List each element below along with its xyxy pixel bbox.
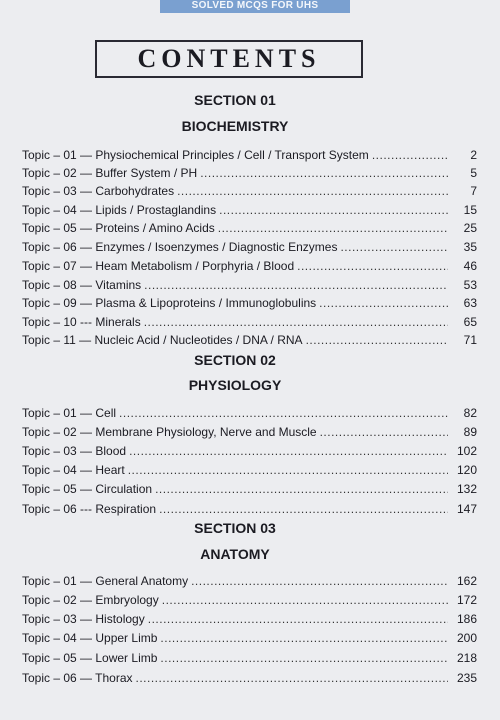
leader-dots — [319, 296, 448, 310]
page-number: 65 — [463, 315, 477, 329]
topic-label: Topic – 02 — Membrane Physiology, Nerve and Muscle — [22, 425, 317, 439]
title-box — [95, 40, 363, 78]
topic-label: Topic – 09 — Plasma & Lipoproteins / Immunoglobulins — [22, 296, 317, 310]
topic-label: Topic – 03 — Histology — [22, 612, 145, 626]
page-number: 25 — [463, 221, 477, 235]
leader-dots — [340, 240, 448, 254]
leader-dots — [218, 221, 448, 235]
toc-row — [22, 329, 477, 347]
toc-row — [22, 311, 477, 329]
toc-row — [22, 421, 477, 439]
toc-row — [22, 589, 477, 607]
topic-label: Topic – 01 — Physiochemical Principles / Cell / Transport System — [22, 148, 369, 162]
topic-label: Topic – 04 — Heart — [22, 463, 125, 477]
page-number: 235 — [456, 671, 477, 685]
page-number: 186 — [456, 612, 477, 626]
page-number: 172 — [456, 593, 477, 607]
page-title: CONTENTS — [137, 44, 321, 73]
page-number: 200 — [456, 631, 477, 645]
subject-heading: BIOCHEMISTRY — [181, 118, 289, 134]
topic-label: Topic – 11 — Nucleic Acid / Nucleotides / DNA / RNA — [22, 333, 303, 347]
leader-dots — [219, 203, 448, 217]
topic-label: Topic – 07 — Heam Metabolism / Porphyria / Blood — [22, 259, 295, 273]
toc-row — [22, 440, 477, 458]
topic-label: Topic – 03 — Carbohydrates — [22, 184, 175, 198]
leader-dots — [297, 259, 448, 273]
leader-dots — [191, 574, 448, 588]
section-heading: SECTION 02 — [194, 352, 276, 368]
subject-heading: PHYSIOLOGY — [188, 377, 282, 393]
topic-label: Topic – 08 — Vitamins — [22, 278, 142, 292]
page-number: 71 — [463, 333, 477, 347]
page-number: 5 — [470, 166, 477, 180]
page-number: 89 — [463, 425, 477, 439]
banner: SOLVED MCQS FOR UHS — [160, 0, 350, 13]
page-number: 15 — [463, 203, 477, 217]
page-number: 132 — [456, 482, 477, 496]
leader-dots — [159, 502, 448, 516]
leader-dots — [162, 593, 448, 607]
toc-row — [22, 180, 477, 198]
page-number: 53 — [463, 278, 477, 292]
leader-dots — [128, 463, 448, 477]
toc-row — [22, 255, 477, 273]
page-number: 162 — [456, 574, 477, 588]
topic-label: Topic – 06 --- Respiration — [22, 502, 157, 516]
toc-row — [22, 162, 477, 180]
topic-label: Topic – 01 — Cell — [22, 406, 117, 420]
leader-dots — [372, 148, 448, 162]
page-number: 120 — [456, 463, 477, 477]
section-heading: SECTION 03 — [194, 520, 276, 536]
page-number: 63 — [463, 296, 477, 310]
toc-row — [22, 647, 477, 665]
leader-dots — [200, 166, 448, 180]
topic-label: Topic – 03 — Blood — [22, 444, 127, 458]
toc-row — [22, 236, 477, 254]
page-number: 35 — [463, 240, 477, 254]
toc-row — [22, 217, 477, 235]
page-number: 218 — [456, 651, 477, 665]
leader-dots — [306, 333, 448, 347]
leader-dots — [136, 671, 448, 685]
section-heading: SECTION 01 — [194, 92, 276, 108]
page-number: 7 — [470, 184, 477, 198]
leader-dots — [160, 631, 448, 645]
toc-row — [22, 199, 477, 217]
topic-label: Topic – 02 — Buffer System / PH — [22, 166, 198, 180]
toc-row — [22, 608, 477, 626]
leader-dots — [320, 425, 448, 439]
leader-dots — [129, 444, 448, 458]
leader-dots — [177, 184, 448, 198]
topic-label: Topic – 06 — Enzymes / Isoenzymes / Diagnostic Enzymes — [22, 240, 338, 254]
topic-label: Topic – 01 — General Anatomy — [22, 574, 189, 588]
page-number: 82 — [463, 406, 477, 420]
toc-row — [22, 627, 477, 645]
toc-row — [22, 144, 477, 162]
topic-label: Topic – 05 — Proteins / Amino Acids — [22, 221, 215, 235]
toc-row — [22, 402, 477, 420]
page-number: 2 — [470, 148, 477, 162]
topic-label: Topic – 02 — Embryology — [22, 593, 159, 607]
leader-dots — [148, 612, 448, 626]
topic-label: Topic – 06 — Thorax — [22, 671, 133, 685]
topic-label: Topic – 04 — Lipids / Prostaglandins — [22, 203, 217, 217]
toc-row — [22, 292, 477, 310]
page-number: 102 — [456, 444, 477, 458]
toc-row — [22, 667, 477, 685]
topic-label: Topic – 10 --- Minerals — [22, 315, 141, 329]
page-number: 147 — [456, 502, 477, 516]
leader-dots — [155, 482, 448, 496]
leader-dots — [119, 406, 448, 420]
leader-dots — [144, 315, 448, 329]
toc-row — [22, 498, 477, 516]
topic-label: Topic – 05 — Lower Limb — [22, 651, 158, 665]
topic-label: Topic – 04 — Upper Limb — [22, 631, 158, 645]
toc-row — [22, 459, 477, 477]
toc-row — [22, 478, 477, 496]
leader-dots — [160, 651, 448, 665]
page-number: 46 — [463, 259, 477, 273]
subject-heading: ANATOMY — [200, 546, 270, 562]
toc-row — [22, 274, 477, 292]
leader-dots — [144, 278, 448, 292]
topic-label: Topic – 05 — Circulation — [22, 482, 153, 496]
toc-row — [22, 570, 477, 588]
